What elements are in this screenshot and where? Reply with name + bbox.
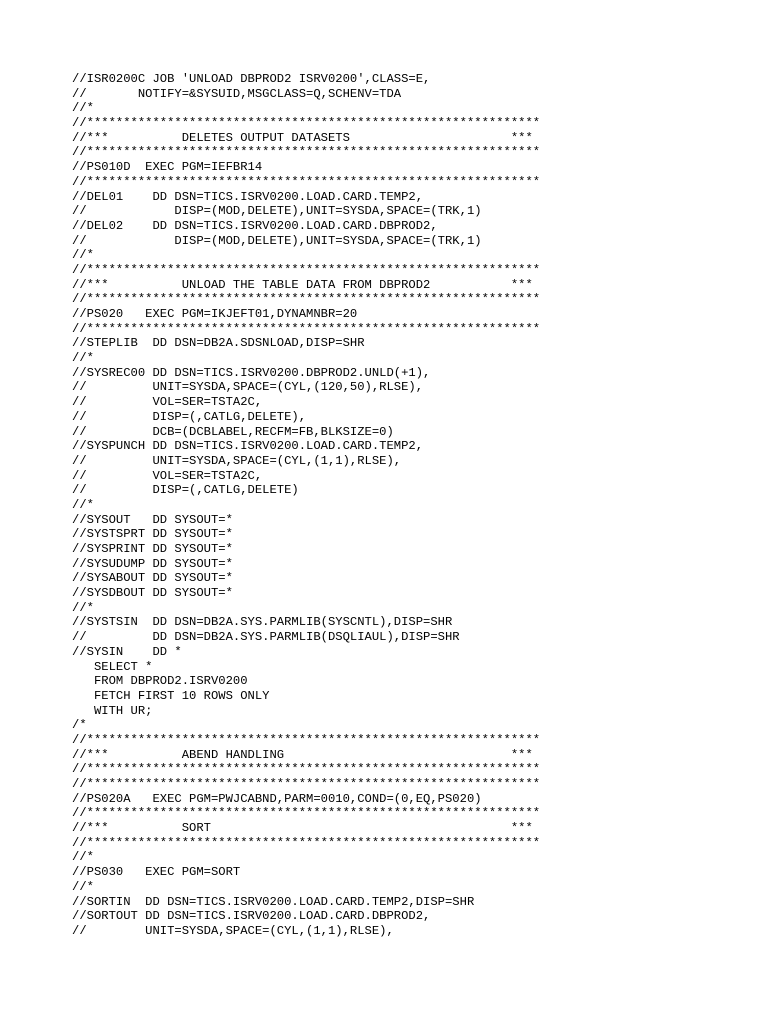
code-line: //SYSREC00 DD DSN=TICS.ISRV0200.DBPROD2.UNLD(+1), xyxy=(72,365,431,380)
code-line: //SYSPRINT DD SYSOUT=* xyxy=(72,542,233,556)
code-line: //* xyxy=(72,351,94,366)
code-line: //* xyxy=(72,879,94,894)
code-line: //SYSABOUT DD SYSOUT=* xyxy=(72,571,233,586)
code-line: //*** ABEND HANDLING *** xyxy=(72,747,533,762)
code-line: // UNIT=SYSDA,SPACE=(CYL,(120,50),RLSE), xyxy=(72,380,424,395)
jcl-listing xyxy=(72,72,540,939)
code-line: // DISP=(,CATLG,DELETE), xyxy=(72,409,307,424)
code-line: // DISP=(MOD,DELETE),UNIT=SYSDA,SPACE=(TRK,1) xyxy=(72,204,482,219)
code-line: //SYSIN DD * xyxy=(72,644,182,659)
code-line: //*** SORT *** xyxy=(72,821,533,836)
code-line: //PS010D EXEC PGM=IEFBR14 xyxy=(72,160,263,175)
code-line: //* xyxy=(72,600,94,615)
code-line: //* xyxy=(72,101,94,116)
code-line: //STEPLIB DD DSN=DB2A.SDSNLOAD,DISP=SHR xyxy=(72,336,365,351)
code-line: // DISP=(MOD,DELETE),UNIT=SYSDA,SPACE=(TRK,1) xyxy=(72,233,482,248)
code-line: // NOTIFY=&SYSUID,MSGCLASS=Q,SCHENV=TDA xyxy=(72,86,402,101)
code-line: // DCB=(DCBLABEL,RECFM=FB,BLKSIZE=0) xyxy=(72,424,394,439)
code-line: SELECT * xyxy=(72,659,153,674)
code-line: /* xyxy=(72,718,87,733)
code-line: //DEL02 DD DSN=TICS.ISRV0200.LOAD.CARD.DBPROD2, xyxy=(72,218,438,233)
code-line: //************************************************************** xyxy=(72,116,541,131)
code-line: //*** DELETES OUTPUT DATASETS *** xyxy=(72,130,533,145)
code-line: //************************************************************** xyxy=(72,762,541,777)
code-line: //PS030 EXEC PGM=SORT xyxy=(72,865,241,880)
code-line: //*** UNLOAD THE TABLE DATA FROM DBPROD2 *** xyxy=(72,277,533,292)
code-line: //************************************************************** xyxy=(72,174,541,189)
code-line: //SORTIN DD DSN=TICS.ISRV0200.LOAD.CARD.TEMP2,DISP=SHR xyxy=(72,894,475,909)
code-line: //SYSTSIN DD DSN=DB2A.SYS.PARMLIB(SYSCNTL),DISP=SHR xyxy=(72,615,453,630)
code-line: //SYSUDUMP DD SYSOUT=* xyxy=(72,556,233,571)
code-line: //* xyxy=(72,497,94,512)
code-line: // UNIT=SYSDA,SPACE=(CYL,(1,1),RLSE), xyxy=(72,923,394,938)
code-line: //PS020 EXEC PGM=IKJEFT01,DYNAMNBR=20 xyxy=(72,307,358,321)
code-line: //DEL01 DD DSN=TICS.ISRV0200.LOAD.CARD.TEMP2, xyxy=(72,189,424,204)
code-line: //* xyxy=(72,248,94,263)
code-line: //************************************************************** xyxy=(72,777,541,791)
code-line: //* xyxy=(72,850,94,865)
code-line: // VOL=SER=TSTA2C, xyxy=(72,468,263,483)
code-line: //************************************************************** xyxy=(72,806,541,821)
code-line: //************************************************************** xyxy=(72,262,541,277)
code-line: //SYSDBOUT DD SYSOUT=* xyxy=(72,586,233,601)
code-line: //************************************************************** xyxy=(72,835,541,850)
code-line: // DISP=(,CATLG,DELETE) xyxy=(72,483,299,498)
code-line: //ISR0200C JOB 'UNLOAD DBPROD2 ISRV0200',CLASS=E, xyxy=(72,72,431,86)
code-line: // UNIT=SYSDA,SPACE=(CYL,(1,1),RLSE), xyxy=(72,453,402,468)
code-line: //************************************************************** xyxy=(72,145,541,160)
code-line: //PS020A EXEC PGM=PWJCABND,PARM=0010,COND=(0,EQ,PS020) xyxy=(72,791,482,806)
code-line: //SYSOUT DD SYSOUT=* xyxy=(72,512,233,527)
code-line: //SYSTSPRT DD SYSOUT=* xyxy=(72,527,233,542)
code-line: //SYSPUNCH DD DSN=TICS.ISRV0200.LOAD.CARD.TEMP2, xyxy=(72,439,424,454)
code-line: // VOL=SER=TSTA2C, xyxy=(72,395,263,410)
code-line: //SORTOUT DD DSN=TICS.ISRV0200.LOAD.CARD.DBPROD2, xyxy=(72,909,431,924)
code-line: //************************************************************** xyxy=(72,732,541,747)
code-line: //************************************************************** xyxy=(72,321,541,336)
code-line: // DD DSN=DB2A.SYS.PARMLIB(DSQLIAUL),DISP=SHR xyxy=(72,630,460,645)
code-line: WITH UR; xyxy=(72,703,153,718)
code-line: FROM DBPROD2.ISRV0200 xyxy=(72,674,248,689)
code-line: FETCH FIRST 10 ROWS ONLY xyxy=(72,688,270,703)
code-line: //************************************************************** xyxy=(72,292,541,307)
